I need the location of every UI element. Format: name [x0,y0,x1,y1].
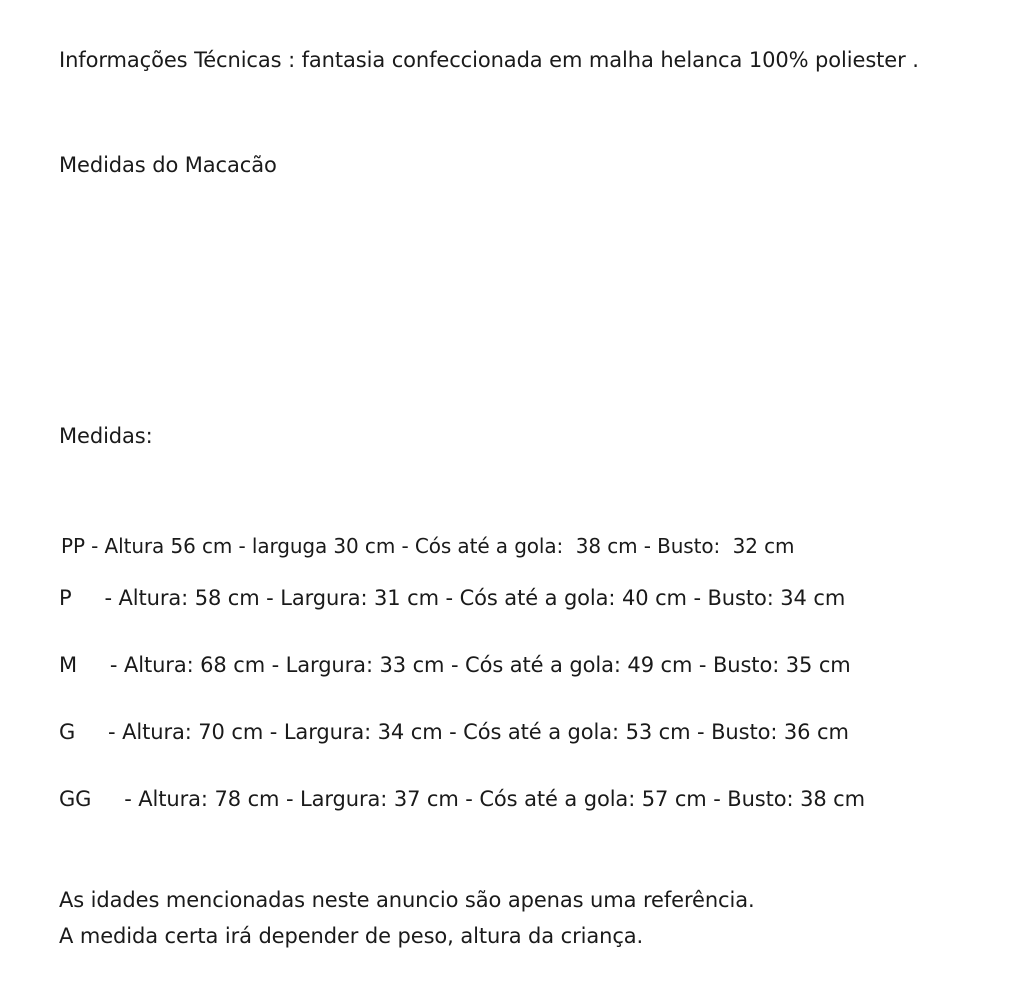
age-reference-note: As idades mencionadas neste anuncio são apenas uma referência. [59,888,755,912]
size-row-m: M - Altura: 68 cm - Largura: 33 cm - Cós até a gola: 49 cm - Busto: 35 cm [59,653,851,677]
size-row-gg: GG - Altura: 78 cm - Largura: 37 cm - Cós até a gola: 57 cm - Busto: 38 cm [59,787,865,811]
macacao-measurements-heading: Medidas do Macacão [59,153,277,177]
size-row-p: P - Altura: 58 cm - Largura: 31 cm - Cós até a gola: 40 cm - Busto: 34 cm [59,586,846,610]
size-row-pp: PP - Altura 56 cm - larguga 30 cm - Cós até a gola: 38 cm - Busto: 32 cm [61,534,795,558]
size-dependency-note: A medida certa irá depender de peso, altura da criança. [59,924,644,948]
measurements-heading: Medidas: [59,424,153,448]
technical-info-text: Informações Técnicas : fantasia confeccionada em malha helanca 100% poliester . [59,48,919,72]
size-row-g: G - Altura: 70 cm - Largura: 34 cm - Cós até a gola: 53 cm - Busto: 36 cm [59,720,849,744]
